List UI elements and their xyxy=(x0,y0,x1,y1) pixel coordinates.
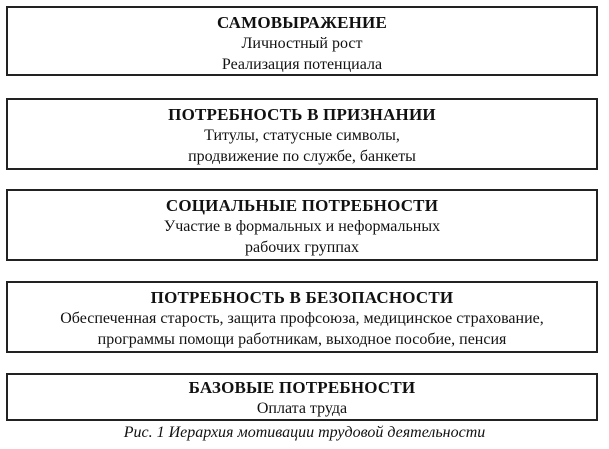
level-basic-needs xyxy=(6,373,598,421)
level-line: Титулы, статусные символы, xyxy=(204,127,400,144)
level-line: рабочих группах xyxy=(244,239,359,256)
level-safety-needs xyxy=(6,281,598,353)
level-line: продвижение по службе, банкеты xyxy=(188,148,416,165)
figure-caption: Рис. 1 Иерархия мотивации трудовой деятельности xyxy=(123,424,486,441)
level-line: программы помощи работникам, выходное пособие, пенсия xyxy=(97,331,507,348)
level-social-needs xyxy=(6,189,598,261)
level-title: ПОТРЕБНОСТЬ В БЕЗОПАСНОСТИ xyxy=(150,288,454,307)
level-line: Оплата труда xyxy=(256,400,348,417)
level-title: САМОВЫРАЖЕНИЕ xyxy=(216,13,388,32)
level-self-expression xyxy=(6,6,598,76)
level-line: Личностный рост xyxy=(241,35,363,52)
level-title: ПОТРЕБНОСТЬ В ПРИЗНАНИИ xyxy=(168,105,436,124)
level-line: Обеспеченная старость, защита профсоюза, медицинское страхование, xyxy=(60,310,544,327)
level-title: БАЗОВЫЕ ПОТРЕБНОСТИ xyxy=(188,378,416,397)
level-line: Участие в формальных и неформальных xyxy=(163,218,441,235)
level-title: СОЦИАЛЬНЫЕ ПОТРЕБНОСТИ xyxy=(165,196,439,215)
level-recognition-needs xyxy=(6,98,598,170)
level-line: Реализация потенциала xyxy=(221,56,383,73)
